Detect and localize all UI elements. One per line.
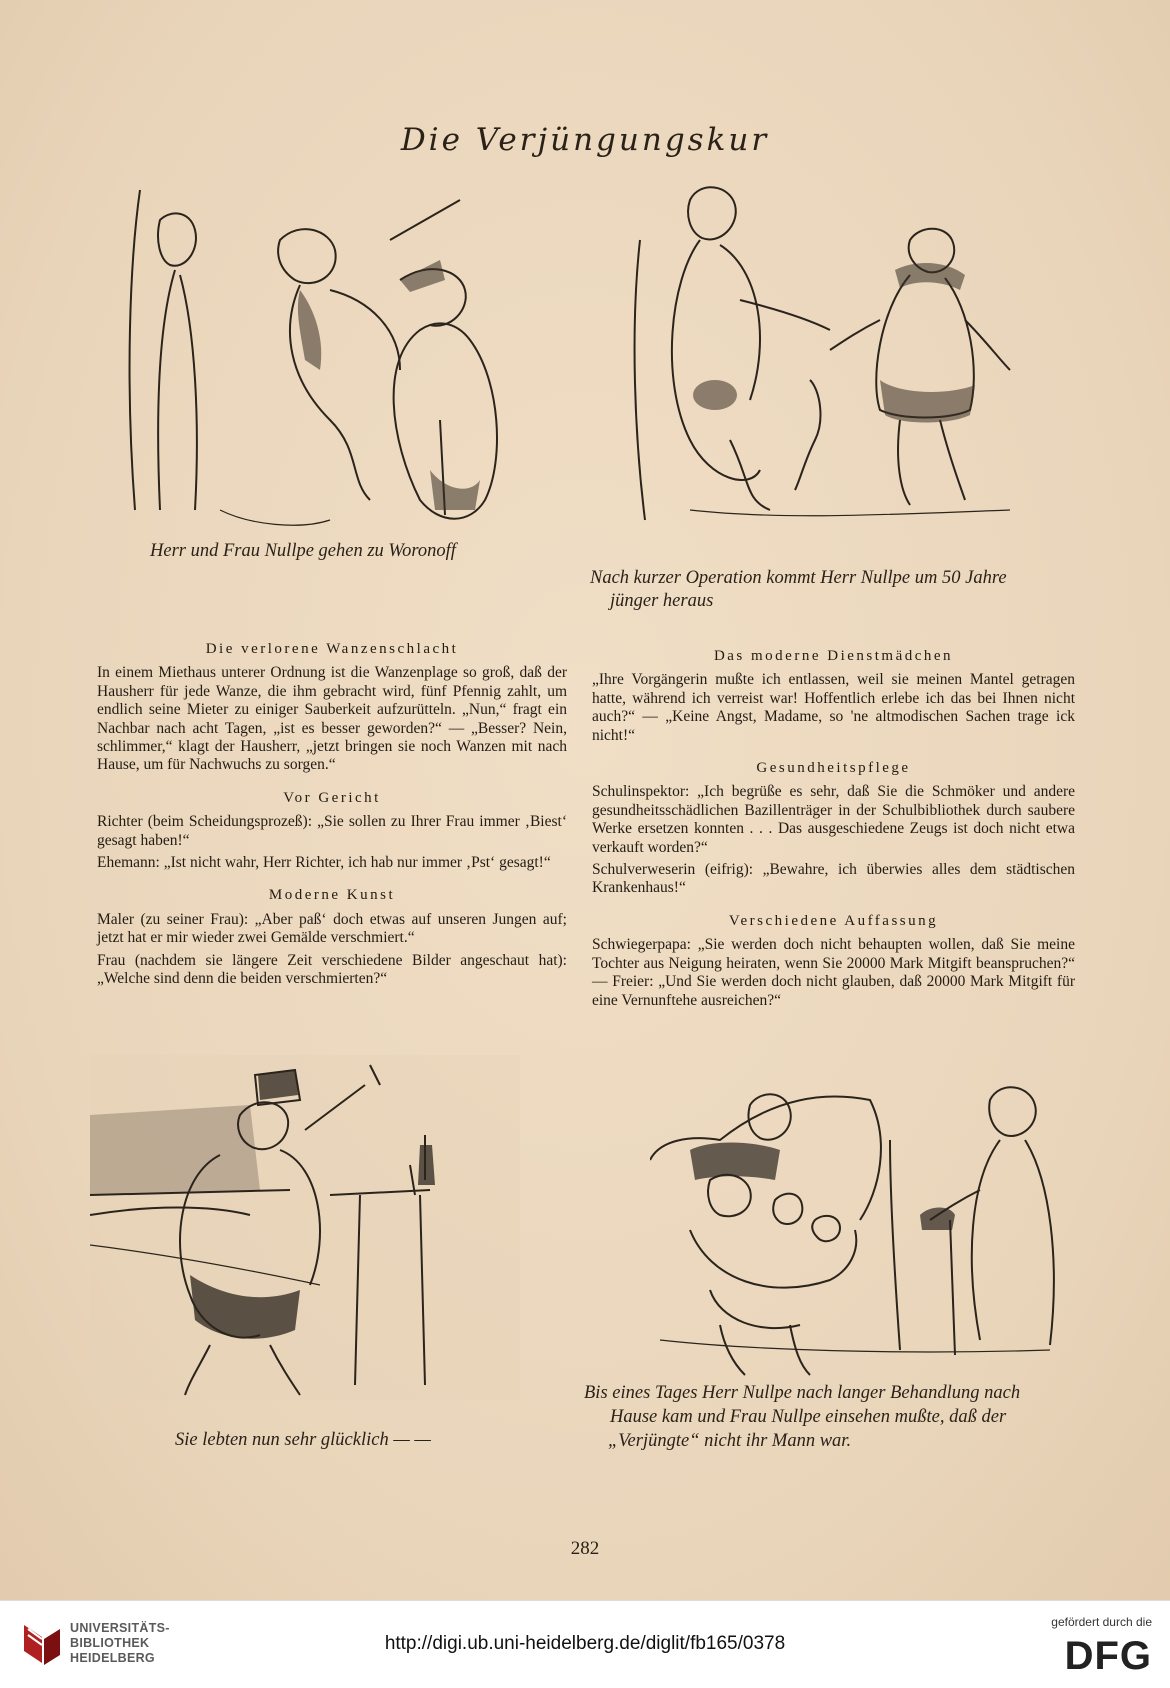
text-vor-gericht-1: Richter (beim Scheidungsprozeß): „Sie sollen zu Ihrer Frau immer ‚Biest‘ gesagt haben!“ xyxy=(97,813,567,849)
text-dienstmaedchen: „Ihre Vorgängerin mußte ich entlassen, weil sie meinen Mantel getragen hatte, während ich verreist war! Hoffentlich erlebe ich das bei Ihnen nicht auch?“ — „Keine Angst, Madame, so 'ne altmodischen Sachen trage ick nicht!“ xyxy=(592,671,1075,744)
library-name-line3: HEIDELBERG xyxy=(70,1651,155,1665)
heading-auffassung: Verschiedene Auffassung xyxy=(728,912,939,929)
heading-dienstmaedchen: Das moderne Dienstmädchen xyxy=(713,648,954,664)
left-text-column xyxy=(97,640,567,1003)
illustration-family-with-babies xyxy=(650,1080,1070,1380)
library-name-line2: BIBLIOTHEK xyxy=(70,1636,150,1650)
section-dienstmaedchen xyxy=(592,647,1075,745)
dfg-logo[interactable]: DFG xyxy=(1064,1634,1152,1678)
library-name-line1: UNIVERSITÄTS- xyxy=(70,1621,170,1635)
sketch-couple-at-table xyxy=(90,1055,520,1400)
section-moderne-kunst xyxy=(97,886,567,988)
illustration-couple-entering xyxy=(100,180,540,550)
footer-bar xyxy=(0,1600,1170,1688)
section-auffassung xyxy=(592,912,1075,1010)
illustration-rejuvenated-man xyxy=(630,180,1070,550)
caption-bottom-right-line3: „Verjüngte“ nicht ihr Mann war. xyxy=(608,1431,852,1451)
sketch-family-with-babies xyxy=(650,1080,1070,1380)
funded-by-note: gefördert durch die xyxy=(1051,1615,1152,1629)
text-vor-gericht-2: Ehemann: „Ist nicht wahr, Herr Richter, ich hab nur immer ‚Pst‘ gesagt!“ xyxy=(97,854,551,872)
text-wanzenschlacht: In einem Miethaus unterer Ordnung ist die Wanzenplage so groß, daß der Hausherr für jede Wanze, die ihm gebracht wird, fünf Pfennig zahlt, um endlich seine Mieter zu einiger Sauberkeit aufzurütteln. „Nun,“ fragt ein Nachbar nach acht Tagen, „ist es besser geworden?“ — „Besser? Nein, schlimmer,“ klagt der Hausherr, „jetzt bringen sie noch Wanzen mit nach Hause, um für Nachwuchs zu sorgen.“ xyxy=(97,664,567,774)
heading-gesundheitspflege: Gesundheitspflege xyxy=(756,760,911,777)
heading-moderne-kunst: Moderne Kunst xyxy=(268,887,396,904)
caption-top-right-line1: Nach kurzer Operation kommt Herr Nullpe um 50 Jahre xyxy=(590,568,1007,588)
source-url[interactable]: http://digi.ub.uni-heidelberg.de/diglit/fb165/0378 xyxy=(384,1633,786,1654)
heading-wanzenschlacht: Die verlorene Wanzenschlacht xyxy=(205,641,459,657)
right-text-column xyxy=(592,647,1075,1024)
section-vor-gericht xyxy=(97,789,567,873)
caption-bottom-right-line2: Hause kam und Frau Nullpe einsehen mußte, daß der xyxy=(610,1407,1007,1427)
text-gesundheitspflege-2: Schulverweserin (eifrig): „Bewahre, ich überwies alles dem städtischen Krankenhaus!“ xyxy=(592,861,1075,897)
text-moderne-kunst-1: Maler (zu seiner Frau): „Aber paß‘ doch etwas auf unseren Jungen auf; jetzt hat er mir wieder zwei Gemälde verschmiert.“ xyxy=(97,910,567,947)
sketch-rejuvenated-man xyxy=(630,180,1070,550)
caption-top-left: Herr und Frau Nullpe gehen zu Woronoff xyxy=(150,541,456,561)
caption-bottom-right-line1: Bis eines Tages Herr Nullpe nach langer Behandlung nach xyxy=(584,1383,1021,1403)
illustration-couple-at-table xyxy=(90,1055,520,1400)
sketch-couple-entering xyxy=(100,180,540,550)
text-gesundheitspflege-1: Schulinspektor: „Ich begrüße es sehr, daß Sie die Schmöker und andere gesundheitsschädlichen Bazillenträger in der Schulbibliothek durch saubere Werke ersetzen konnten . . . Das ausgeschiedene Zeugs ist doch nicht etwa verkauft worden?“ xyxy=(592,783,1075,856)
caption-top-right-line2: jünger heraus xyxy=(610,591,714,611)
heading-vor-gericht: Vor Gericht xyxy=(283,789,381,806)
page-title: Die Verjüngungskur xyxy=(400,122,770,158)
page-number: 282 xyxy=(570,1538,600,1559)
caption-bottom-left: Sie lebten nun sehr glücklich — — xyxy=(175,1430,431,1450)
text-moderne-kunst-2: Frau (nachdem sie längere Zeit verschiedene Bilder angeschaut hat): „Welche sind denn die beiden verschmierten?“ xyxy=(97,951,567,988)
section-gesundheitspflege xyxy=(592,759,1075,898)
section-wanzenschlacht xyxy=(97,640,567,775)
text-auffassung: Schwiegerpapa: „Sie werden doch nicht behaupten wollen, daß Sie meine Tochter aus Neigung heiraten, wenn Sie 20000 Mark Mitgift beanspruchen?“ — Freier: „Und Sie werden doch nicht glauben, daß 20000 Mark Mitgift für eine Vernunftehe ausreichen?“ xyxy=(592,936,1075,1009)
